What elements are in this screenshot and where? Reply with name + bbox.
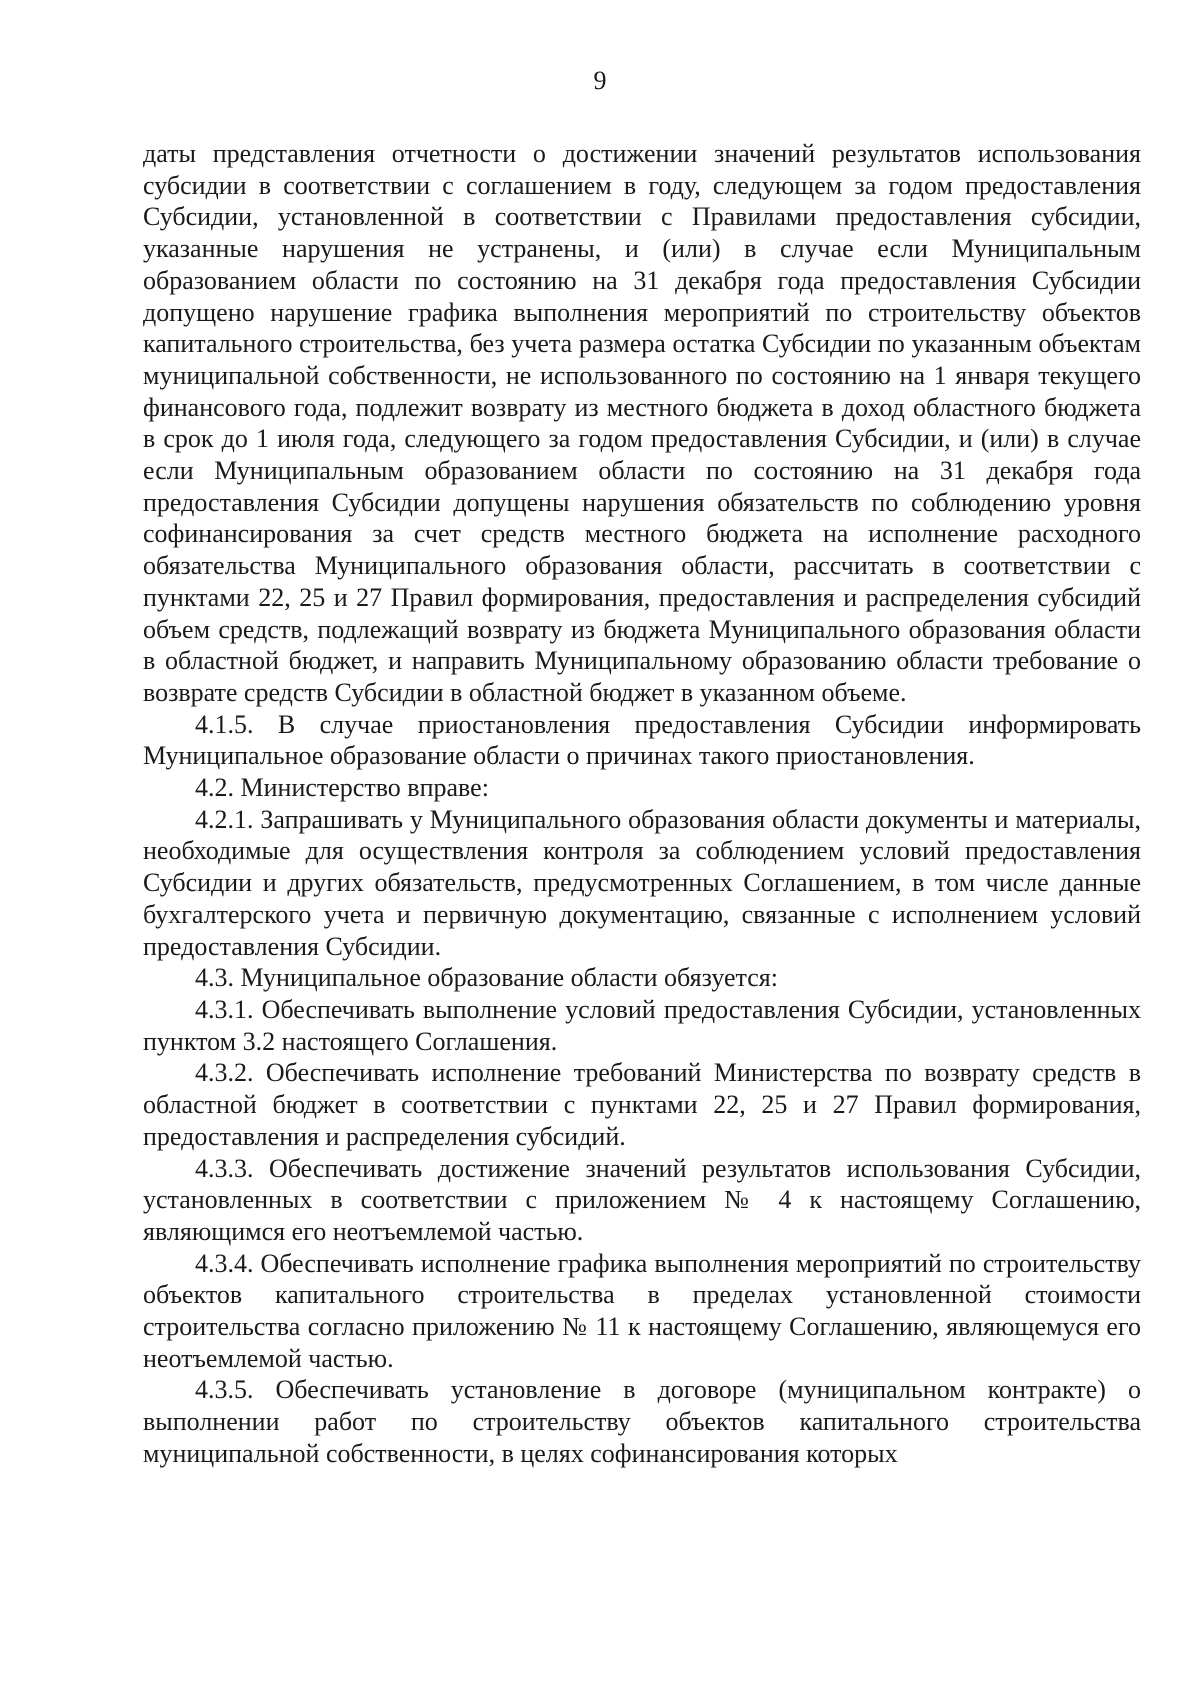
page-number: 9 [593,66,607,95]
paragraph-4-3-3: 4.3.3. Обеспечивать достижение значений результатов использования Субсидии, установленных в соответствии с приложением № 4 к настоящему Соглашению, являющимся его неотъемлемой частью. [143,1153,1141,1246]
paragraph-4-1-5: 4.1.5. В случае приостановления предоставления Субсидии информировать Муниципальное образование области о причинах такого приостановления. [143,709,1141,771]
document-body [143,138,1141,1470]
paragraph-4-3-1: 4.3.1. Обеспечивать выполнение условий предоставления Субсидии, установленных пунктом 3.2 настоящего Соглашения. [143,994,1141,1056]
paragraph-4-2: 4.2. Министерство вправе: [195,773,489,803]
paragraph-4-3-5: 4.3.5. Обеспечивать установление в договоре (муниципальном контракте) о выполнении работ по строительству объектов капитального строительства муниципальной собственности, в целях софинансирования которых [143,1375,1141,1468]
paragraph-4-3-2: 4.3.2. Обеспечивать исполнение требований Министерства по возврату средств в областной бюджет в соответствии с пунктами 22, 25 и 27 Правил формирования, предоставления и распределения субсидий. [143,1058,1141,1151]
paragraph-continuation: даты представления отчетности о достижении значений результатов использования субсидии в соответствии с соглашением в году, следующем за годом предоставления Субсидии, установленной в соответствии с Правилами предоставления субсидии, указанные нарушения не устранены, и (или) в случае если Муниципальным образованием области по состоянию на 31 декабря года предоставления Субсидии допущено нарушение графика выполнения мероприятий по строительству объектов капитального строительства, без учета размера остатка Субсидии по указанным объектам муниципальной собственности, не использованного по состоянию на 1 января текущего финансового года, подлежит возврату из местного бюджета в доход областного бюджета в срок до 1 июля года, следующего за годом предоставления Субсидии, и (или) в случае если Муниципальным образованием области по состоянию на 31 декабря года предоставления Субсидии допущены нарушения обязательств по соблюдению уровня софинансирования за счет средств местного бюджета на исполнение расходного обязательства Муниципального образования области, рассчитать в соответствии с пунктами 22, 25 и 27 Правил формирования, предоставления и распределения субсидий объем средств, подлежащий возврату из бюджета Муниципального образования области в областной бюджет, и направить Муниципальному образованию области требование о возврате средств Субсидии в областной бюджет в указанном объеме. [143,139,1141,707]
paragraph-4-3: 4.3. Муниципальное образование области обязуется: [195,963,778,993]
paragraph-4-2-1: 4.2.1. Запрашивать у Муниципального образования области документы и материалы, необходимые для осуществления контроля за соблюдением условий предоставления Субсидии и других обязательств, предусмотренных Соглашением, в том числе данные бухгалтерского учета и первичную документацию, связанные с исполнением условий предоставления Субсидии. [143,804,1141,961]
paragraph-4-3-4: 4.3.4. Обеспечивать исполнение графика выполнения мероприятий по строительству объектов капитального строительства в пределах установленной стоимости строительства согласно приложению № 11 к настоящему Соглашению, являющемуся его неотъемлемой частью. [143,1248,1141,1373]
